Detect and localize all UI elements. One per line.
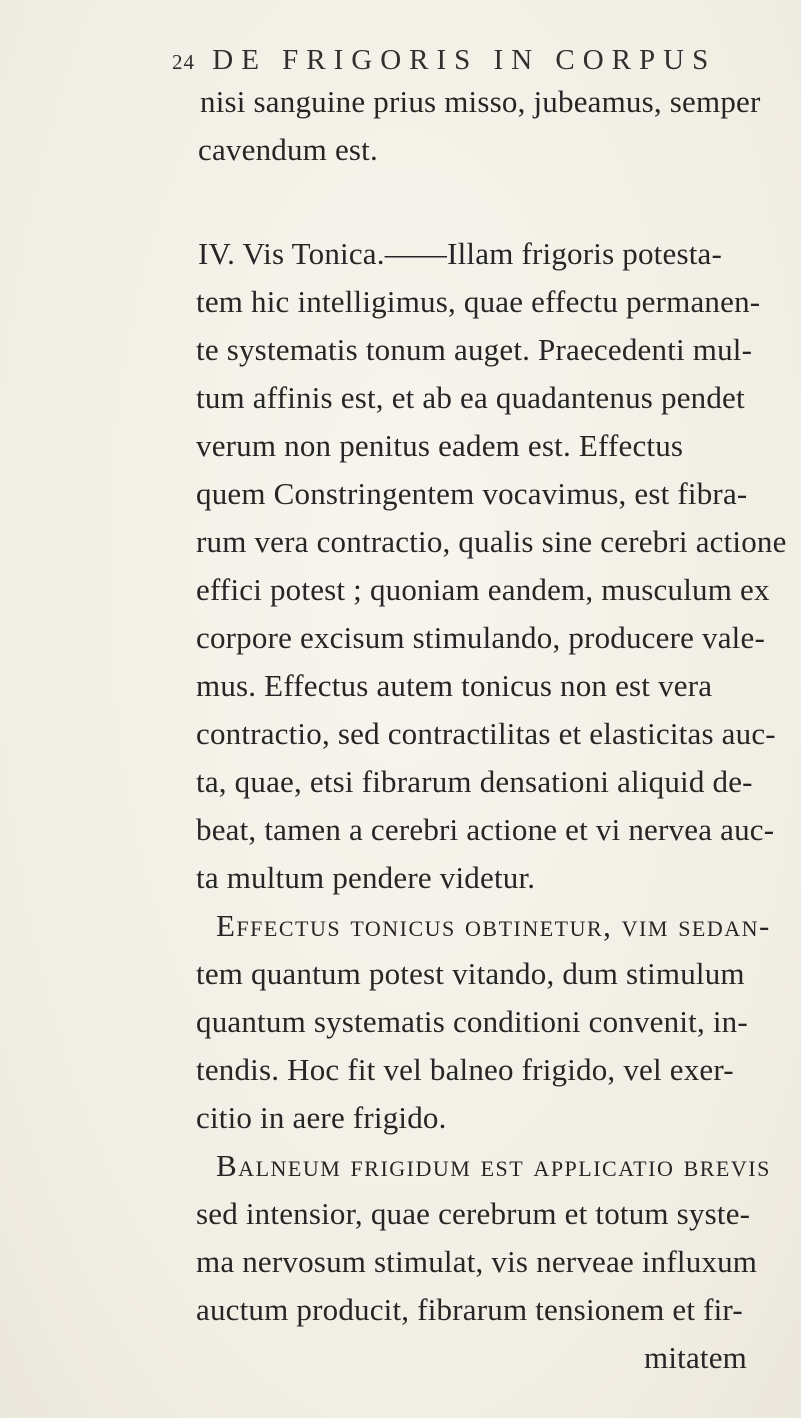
text-line: tum affinis est, et ab ea quadantenus pendet [196, 380, 745, 415]
catchword-line: mitatem [644, 1340, 747, 1375]
text-line: tem quantum potest vitando, dum stimulum [196, 956, 745, 991]
text-line: nisi sanguine prius misso, jubeamus, semper [200, 84, 761, 119]
section-heading-line: IV. Vis Tonica.——Illam frigoris potesta- [198, 236, 723, 271]
text-line: mus. Effectus autem tonicus non est vera [196, 668, 713, 703]
text-line: citio in aere frigido. [196, 1100, 447, 1135]
page-number: 24 [172, 50, 195, 74]
text-line: sed intensior, quae cerebrum et totum syste- [196, 1196, 751, 1231]
text-line: corpore excisum stimulando, producere vale- [196, 620, 765, 655]
text-line: beat, tamen a cerebri actione et vi nervea auc- [196, 812, 775, 847]
text-line: auctum producit, fibrarum tensionem et fir- [196, 1292, 743, 1327]
text-line: tendis. Hoc fit vel balneo frigido, vel exer- [196, 1052, 734, 1087]
text-line: contractio, sed contractilitas et elasticitas auc- [196, 716, 776, 751]
text-line: quantum systematis conditioni convenit, in- [196, 1004, 748, 1039]
text-line: ta multum pendere videtur. [196, 860, 536, 895]
text-line: verum non penitus eadem est. Effectus [196, 428, 684, 463]
text-line: effici potest ; quoniam eandem, musculum ex [196, 572, 770, 607]
running-head [172, 44, 716, 77]
text-line: rum vera contractio, qualis sine cerebri actione [196, 524, 787, 559]
text-line: ta, quae, etsi fibrarum densationi aliquid de- [196, 764, 753, 799]
text-line: te systematis tonum auget. Praecedenti mul- [196, 332, 753, 367]
paragraph-start-line: Balneum frigidum est applicatio brevis [216, 1148, 771, 1183]
running-title: DE FRIGORIS IN CORPUS [212, 44, 717, 76]
text-line: tem hic intelligimus, quae effectu permanen- [196, 284, 761, 319]
text-line: ma nervosum stimulat, vis nerveae influxum [196, 1244, 758, 1279]
text-line: cavendum est. [198, 132, 378, 167]
paragraph-start-line: Effectus tonicus obtinetur, vim sedan- [216, 908, 771, 943]
text-line: quem Constringentem vocavimus, est fibra- [196, 476, 748, 511]
